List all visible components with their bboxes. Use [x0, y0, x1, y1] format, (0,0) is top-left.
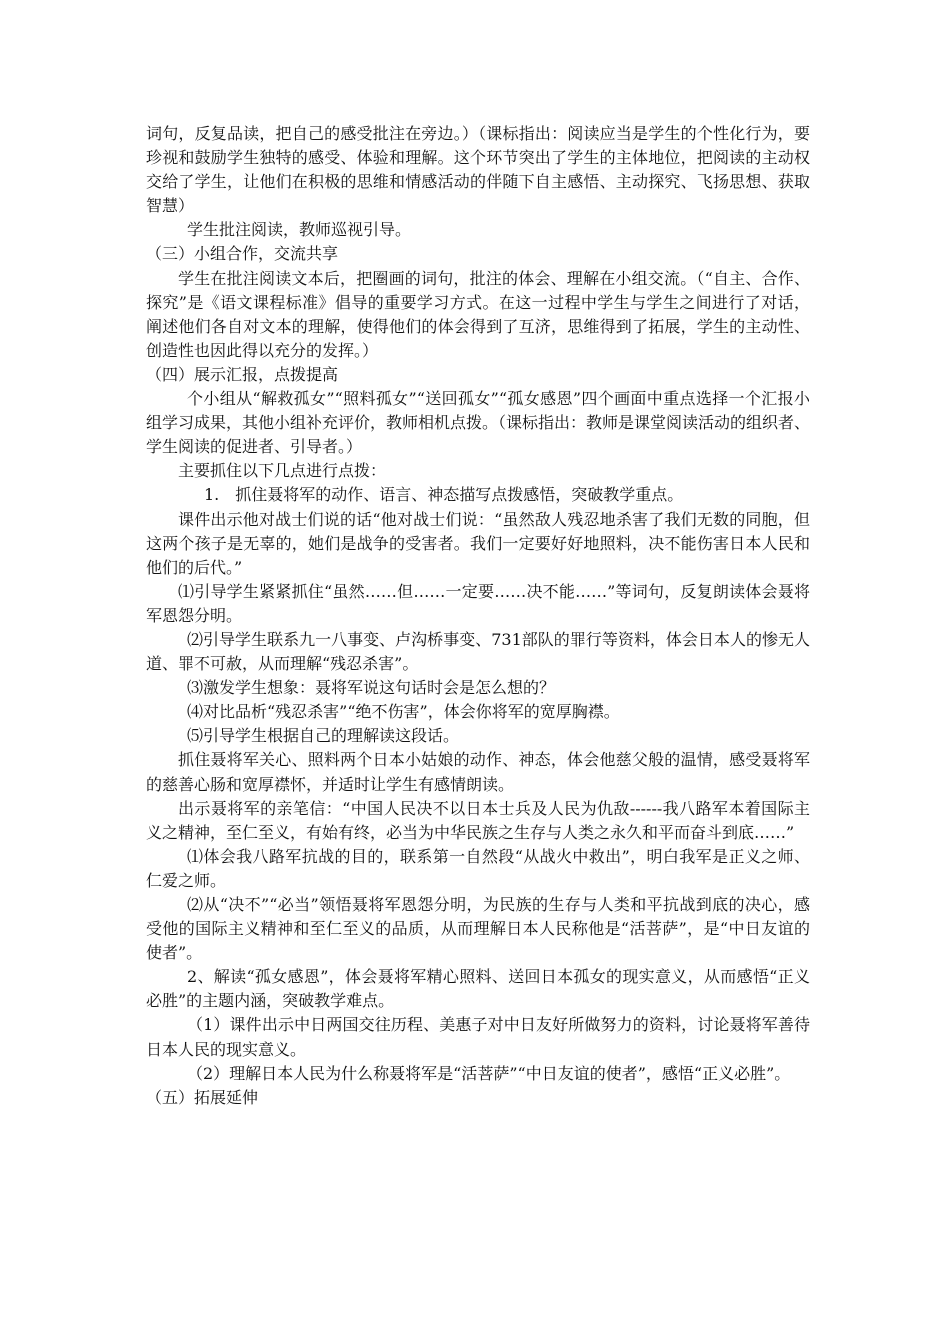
paragraph-key-points-intro: 主要抓住以下几点进行点拨： [178, 461, 387, 481]
paragraph-letter-guide-1: ⑴体会我八路军抗战的目的，联系第一自然段“从战火中救出”，明白我军是正义之师、仁爱之师。 [146, 846, 810, 890]
paragraph-group-report: 个小组从“解救孤女”“照料孤女”“送回孤女”“孤女感恩”四个画面中重点选择一个汇报小组学习成果，其他小组补充评价，教师相机点拨。（课标指出：教师是课堂阅读活动的组织者、学生阅读的促进者、引导者。） [146, 389, 811, 457]
section-heading-4: （四）展示汇报，点拨提高 [146, 364, 339, 384]
paragraph-guide-5: ⑸引导学生根据自己的理解读这段话。 [187, 726, 460, 746]
paragraph-point-2-item-2: （2）理解日本人民为什么称聂将军是“活菩萨”“中日友谊的使者”，感悟“正义必胜”。 [187, 1063, 791, 1083]
paragraph-care-actions: 抓住聂将军关心、照料两个日本小姑娘的动作、神态，体会他慈父般的温情，感受聂将军的慈善心肠和宽厚襟怀，并适时让学生有感情朗读。 [146, 750, 810, 794]
paragraph-group-exchange: 学生在批注阅读文本后，把圈画的词句，批注的体会、理解在小组交流。（“自主、合作、探究”是《语文课程标准》倡导的重要学习方式。在这一过程中学生与学生之间进行了对话，阐述他们各自对文本的理解，使得他们的体会得到了互济，思维得到了拓展，学生的主动性、创造性也因此得以充分的发挥。） [146, 268, 810, 360]
paragraph-intro-continuation: 词句，反复品读，把自己的感受批注在旁边。）（课标指出：阅读应当是学生的个性化行为，要珍视和鼓励学生独特的感受、体验和理解。这个环节突出了学生的主体地位，把阅读的主动权交给了学生，让他们在积极的思维和情感活动的伴随下自主感悟、主动探究、飞扬思想、获取智慧） [146, 124, 810, 216]
document-page [146, 122, 810, 1110]
paragraph-letter-guide-2: ⑵从“决不”“必当”领悟聂将军恩怨分明，为民族的生存与人类和平抗战到底的决心，感受他的国际主义精神和至仁至义的品质，从而理解日本人民称他是“活菩萨”，是“中日友谊的使者”。 [146, 895, 810, 963]
paragraph-guide-4: ⑷对比品析“残忍杀害”“绝不伤害”，体会你将军的宽厚胸襟。 [187, 702, 620, 722]
paragraph-annotation-reading: 学生批注阅读，教师巡视引导。 [187, 220, 412, 240]
paragraph-point-2-item-1: （1）课件出示中日两国交往历程、美惠子对中日友好所做努力的资料，讨论聂将军善待日本人民的现实意义。 [146, 1015, 810, 1059]
paragraph-courseware-quote: 课件出示他对战士们说的话“他对战士们说：“虽然敌人残忍地杀害了我们无数的同胞，但这两个孩子是无辜的，她们是战争的受害者。我们一定要好好地照料，决不能伤害日本人民和他们的后代。” [146, 509, 810, 577]
section-heading-3: （三）小组合作，交流共享 [146, 244, 339, 264]
paragraph-point-2: 2、解读“孤女感恩”，体会聂将军精心照料、送回日本孤女的现实意义，从而感悟“正义必胜”的主题内涵，突破教学难点。 [146, 967, 810, 1011]
section-heading-5: （五）拓展延伸 [146, 1087, 259, 1107]
paragraph-guide-2: ⑵引导学生联系九一八事变、卢沟桥事变、731部队的罪行等资料，体会日本人的惨无人道、罪不可赦，从而理解“残忍杀害”。 [146, 629, 810, 674]
paragraph-guide-1: ⑴引导学生紧紧抓住“虽然……但……一定要……决不能……”等词句，反复朗读体会聂将军恩怨分明。 [146, 581, 810, 625]
paragraph-letter-quote: 出示聂将军的亲笔信：“中国人民决不以日本士兵及人民为仇敌------我八路军本着国际主义之精神，至仁至义，有始有终，必当为中华民族之生存与人类之永久和平而奋斗到底……” [146, 798, 810, 842]
paragraph-guide-3: ⑶激发学生想象：聂将军说这句话时会是怎么想的？ [187, 678, 556, 698]
paragraph-point-1: 1. 抓住聂将军的动作、语言、神态描写点拨感悟，突破教学重点。 [204, 485, 684, 505]
